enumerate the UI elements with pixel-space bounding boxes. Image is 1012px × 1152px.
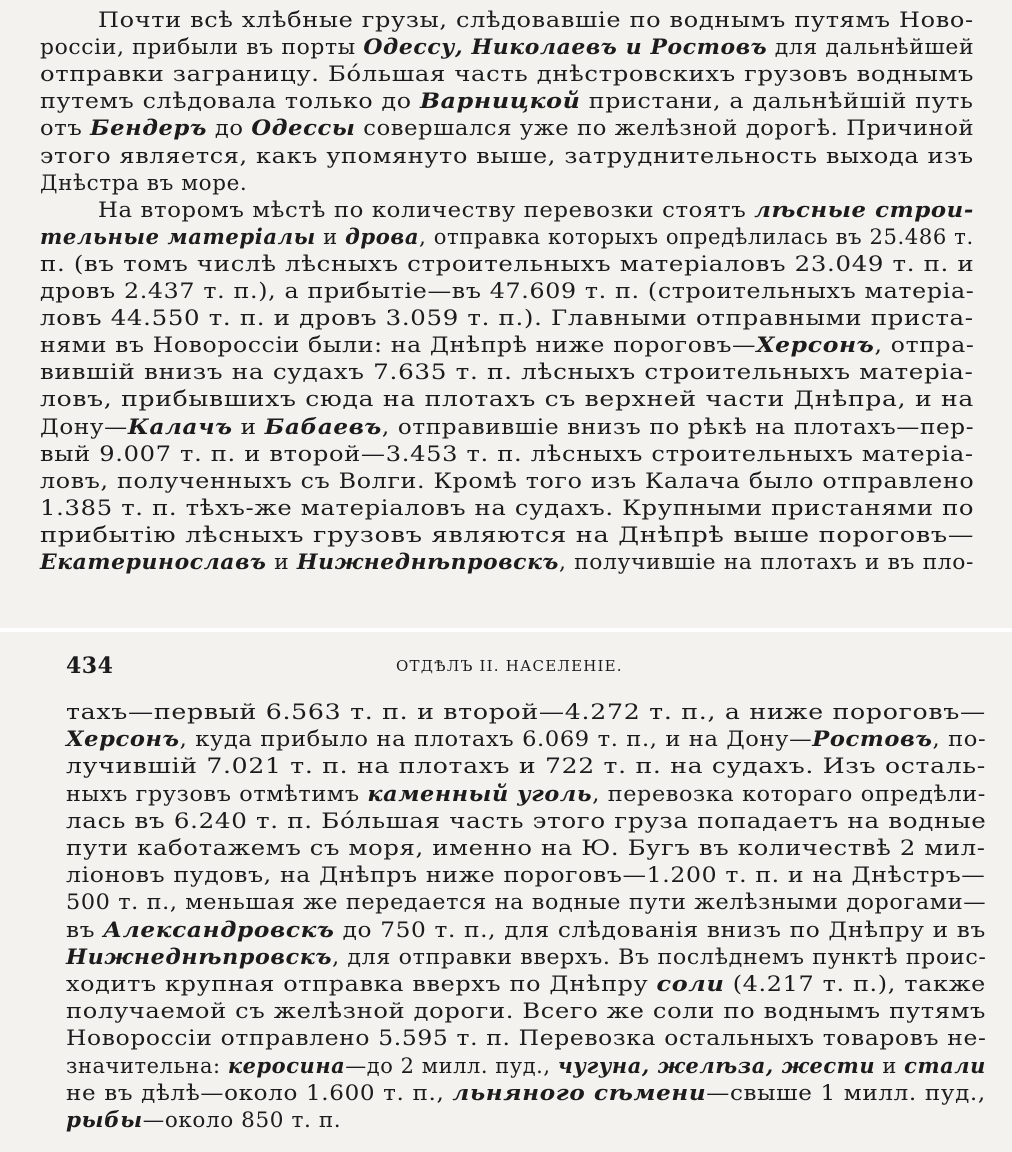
text-line <box>66 781 986 807</box>
text-line <box>66 917 986 943</box>
text-segment: и <box>875 1053 905 1079</box>
text-segment: прибытію лѣсныхъ грузовъ являются на Днѣпрѣ выше пороговъ— <box>40 522 975 548</box>
text-segment: Днѣстра въ море. <box>40 170 248 196</box>
text-line <box>66 1053 986 1079</box>
text-line <box>40 118 974 140</box>
text-segment: совершался уже по желѣзной дорогѣ. Причиной <box>355 116 975 142</box>
text-segment: ловъ 44.550 т. п. и дровъ 3.059 т. п.). Главными отправными приста- <box>40 306 974 332</box>
text-segment: вившій внизъ на судахъ 7.635 т. п. лѣсныхъ строительныхъ матеріа- <box>40 360 974 386</box>
text-line <box>40 362 973 384</box>
text-line <box>40 468 975 494</box>
text-segment: нями въ Новороссіи были: на Днѣпрѣ ниже пороговъ— <box>40 333 757 359</box>
italic-term: Херсонъ <box>756 333 875 359</box>
text-segment: п. (въ томъ числѣ лѣсныхъ строительныхъ матеріаловъ 23.049 т. п. и <box>40 251 975 277</box>
text-segment: тахъ—первый 6.563 т. п. и второй—4.272 т. п., а ниже пороговъ— <box>66 700 986 725</box>
text-segment: пути каботажемъ съ моря, именно на Ю. Бугъ въ количествѣ 2 мил- <box>66 836 986 861</box>
text-line <box>66 1028 987 1050</box>
text-segment: , куда прибыло на плотахъ 6.069 т. п., и на Дону— <box>179 727 813 753</box>
running-title: ОТДѢЛЪ II. НАСЕЛЕНІЕ. <box>396 657 623 675</box>
text-segment: для дальнѣйшей <box>767 35 975 61</box>
text-segment: , отправившіе внизъ по рѣкѣ на плотахъ—пер- <box>381 414 975 440</box>
italic-term: дрова <box>345 224 420 250</box>
text-segment: отправки заграницу. Бо́льшая часть днѣстровскихъ грузовъ воднымъ <box>40 62 975 88</box>
text-segment: получаемой съ желѣзной дороги. Всего же соли по воднымъ путямъ <box>66 999 987 1025</box>
text-line <box>40 224 974 250</box>
italic-term: Одессу, Николаевъ и Ростовъ <box>363 35 768 61</box>
text-line <box>40 552 974 574</box>
italic-term: каменный уголь <box>367 781 593 807</box>
text-line <box>66 1001 986 1023</box>
text-segment: Почти всѣ хлѣбные грузы, слѣдовавшіе по воднымъ путямъ Ново- <box>98 8 974 33</box>
text-line <box>66 808 987 834</box>
scan-page-lower <box>0 632 1012 1152</box>
text-segment: , для отправки вверхъ. Въ послѣднемъ пунктѣ проис- <box>332 944 987 970</box>
text-line <box>40 335 974 357</box>
text-line <box>40 64 974 86</box>
text-segment: вый 9.007 т. п. и второй—3.453 т. п. лѣсныхъ строительныхъ матеріа- <box>40 441 974 467</box>
text-line <box>40 281 974 303</box>
text-line <box>40 37 974 59</box>
text-segment: —свыше 1 милл. пуд., <box>706 1080 986 1106</box>
text-segment: пристани, а дальнѣйшій путь <box>580 89 974 115</box>
text-line <box>40 414 975 440</box>
text-segment: въ <box>66 917 104 943</box>
text-line <box>40 143 974 169</box>
text-segment: дровъ 2.437 т. п.), а прибытіе—въ 47.609 т. п. (строительныхъ матеріа- <box>40 279 975 304</box>
italic-term: льняного сѣмени <box>452 1080 707 1106</box>
italic-term: Екатеринославъ <box>40 550 267 575</box>
text-line <box>40 389 974 411</box>
text-line <box>66 702 986 724</box>
italic-term: Нижнеднѣпровскъ <box>66 944 333 970</box>
text-segment: (4.217 т. п.), также <box>724 972 986 997</box>
italic-term: Бабаевъ <box>264 414 382 440</box>
text-segment: , по- <box>932 727 987 753</box>
text-segment: , перевозка котораго опредѣли- <box>592 781 986 807</box>
lower-page-text <box>0 632 1012 1152</box>
text-line <box>40 495 975 521</box>
text-segment: лась въ 6.240 т. п. Бо́льшая часть этого груза попадаетъ на водные <box>66 808 987 834</box>
text-segment: 500 т. п., меньшая же передается на водные пути желѣзными дорогами— <box>66 890 987 916</box>
text-line <box>40 91 974 113</box>
italic-term: керосина <box>227 1053 346 1079</box>
italic-term: Варницкой <box>419 89 581 115</box>
text-segment: Дону— <box>40 414 128 440</box>
text-segment: —до 2 милл. пуд., <box>345 1053 558 1079</box>
text-segment: отъ <box>40 116 91 142</box>
text-line <box>66 974 986 996</box>
italic-term: лѣсные строи- <box>754 197 974 223</box>
text-segment: —около 850 т. п. <box>142 1108 342 1133</box>
text-segment: , отправка которыхъ опредѣлилась въ 25.486 т. <box>419 224 974 250</box>
page-number: 434 <box>66 653 114 679</box>
text-line <box>98 197 974 223</box>
text-line <box>40 251 975 277</box>
text-line <box>66 944 987 970</box>
italic-term: чугуна, желѣза, жести <box>557 1053 876 1079</box>
italic-term: Херсонъ <box>66 727 180 753</box>
text-segment: ловъ, полученныхъ съ Волги. Кромѣ того изъ Калача было отправлено <box>40 468 975 494</box>
text-segment: ловъ, прибывшихъ сюда на плотахъ съ верхней части Днѣпра, и на <box>40 387 975 413</box>
italic-term: стали <box>904 1053 986 1079</box>
text-line <box>66 892 986 914</box>
text-line <box>66 756 986 778</box>
italic-term: тельные матеріалы <box>40 224 316 250</box>
text-segment: и <box>266 550 297 575</box>
text-segment: значительна: <box>66 1053 228 1079</box>
text-segment: ныхъ грузовъ отмѣтимъ <box>66 781 368 807</box>
italic-term: Одессы <box>251 116 356 142</box>
text-segment: Новороссіи отправлено 5.595 т. п. Перевозка остальныхъ товаровъ не- <box>66 1026 987 1052</box>
text-segment: до <box>207 116 252 142</box>
text-segment: лучившій 7.021 т. п. на плотахъ и 722 т. п. на судахъ. Изъ осталь- <box>66 754 986 780</box>
text-line <box>40 308 974 330</box>
text-segment: путемъ слѣдовала только до <box>40 89 420 115</box>
text-line <box>40 522 975 548</box>
italic-term: Калачъ <box>127 414 233 440</box>
text-segment: и <box>315 224 346 250</box>
text-segment: , получившіе на плотахъ и въ пло- <box>558 550 975 575</box>
italic-term: рыбы <box>66 1108 143 1133</box>
italic-term: соли <box>656 972 725 997</box>
text-line <box>66 1080 986 1106</box>
text-segment: ходитъ крупная отправка вверхъ по Днѣпру <box>66 972 657 997</box>
text-line <box>98 10 974 32</box>
text-line <box>66 838 986 860</box>
text-segment: россіи, прибыли въ порты <box>40 35 364 61</box>
text-segment: этого является, какъ упомянуто выше, затруднительность выхода изъ <box>40 143 974 169</box>
italic-term: Ростовъ <box>812 727 933 753</box>
text-line <box>66 865 985 887</box>
text-segment: и <box>232 414 265 440</box>
text-segment: На второмъ мѣстѣ по количеству перевозки стоятъ <box>98 197 755 223</box>
text-segment: до 750 т. п., для слѣдованія внизъ по Днѣпру и въ <box>334 917 986 943</box>
text-segment: 1.385 т. п. тѣхъ-же матеріаловъ на судахъ. Крупными пристанями по <box>40 495 975 521</box>
italic-term: Бендеръ <box>90 116 208 142</box>
text-segment: , отпра- <box>874 333 975 359</box>
italic-term: Александровскъ <box>103 917 335 943</box>
italic-term: Нижнеднѣпровскъ <box>296 550 559 575</box>
text-segment: ліоновъ пудовъ, на Днѣпръ ниже пороговъ—1.200 т. п. и на Днѣстръ— <box>66 863 986 889</box>
text-segment: не въ дѣлѣ—около 1.600 т. п., <box>66 1080 453 1106</box>
text-line <box>66 1110 341 1132</box>
text-line <box>40 441 974 467</box>
text-line <box>66 729 986 751</box>
text-line <box>40 170 248 196</box>
